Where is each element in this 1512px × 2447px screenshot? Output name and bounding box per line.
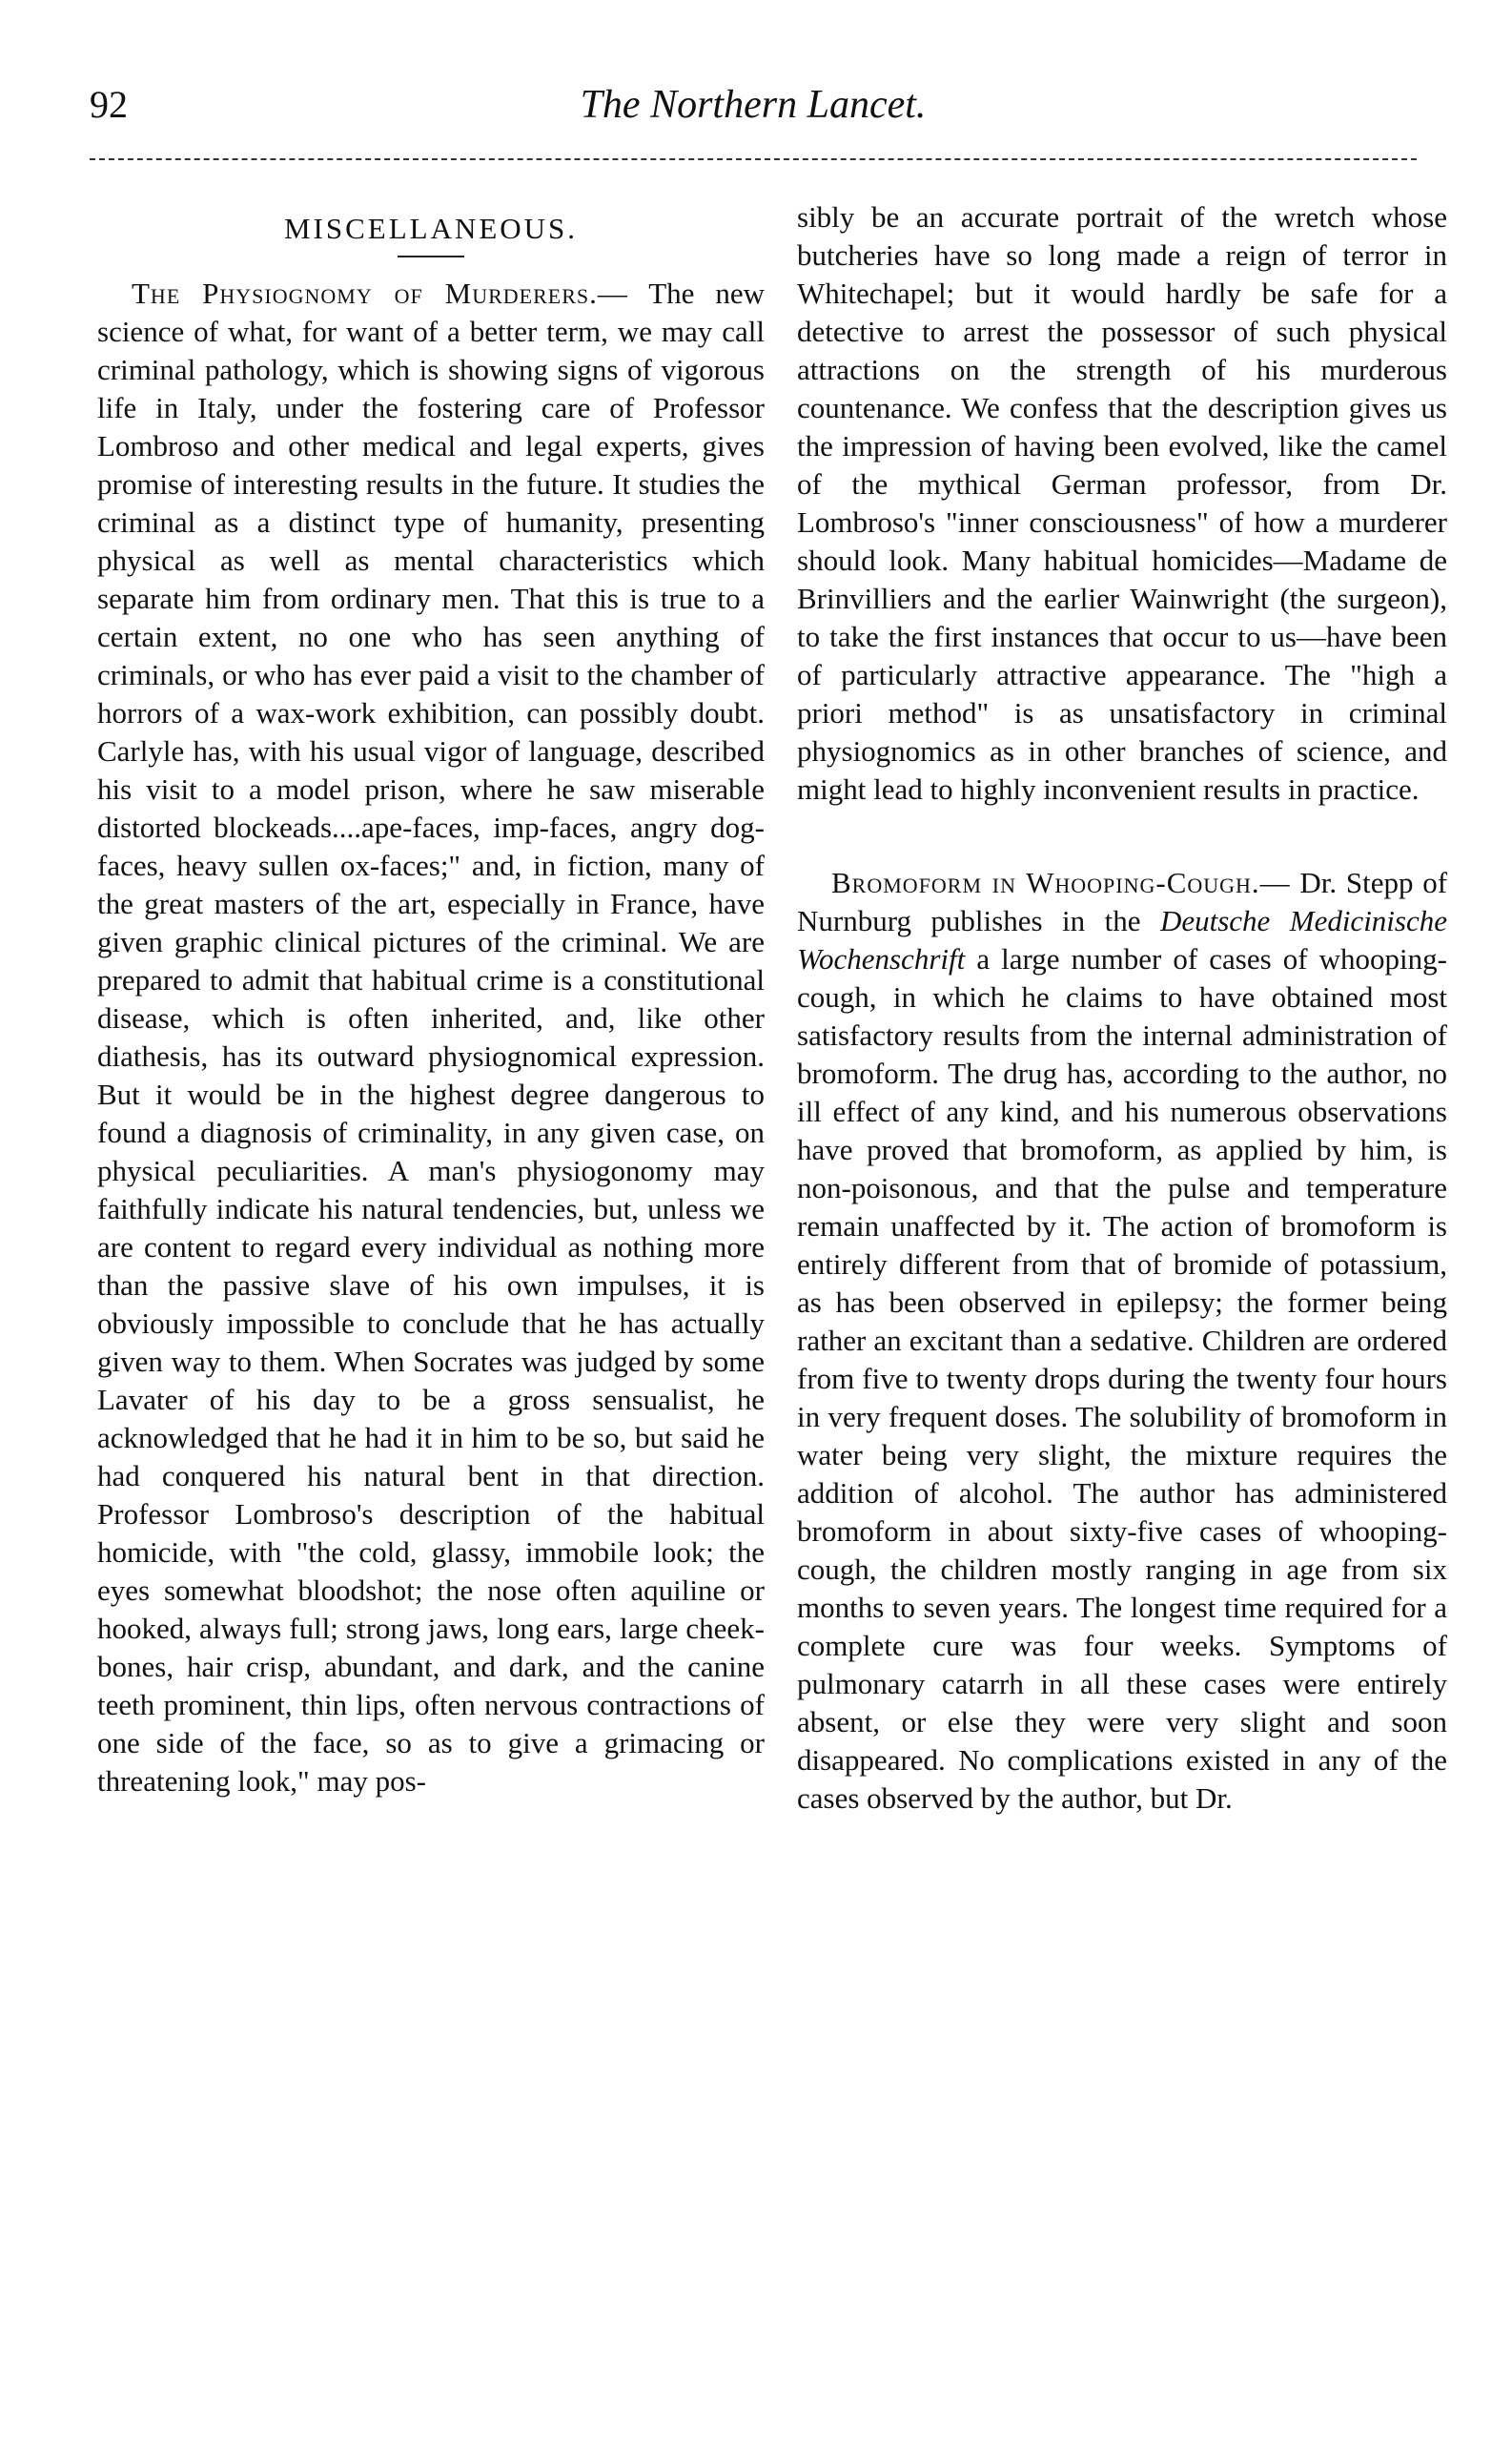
article-physiognomy-continuation: sibly be an accurate portrait of the wretch whose butcheries have so long made a reign of terror in Whitechapel; but it would hardly be safe for a detective to arrest the possessor of such physical attractions on the strength of his murderous countenance. We confess that the description gives us the impression of having been evolved, like the camel of the mythical German professor, from Dr. Lombroso's "inner consciousness" of how a murderer should look. Many habitual homicides—Madame de Brinvilliers and the earlier Wainwright (the surgeon), to take the first instances that occur to us—have been of particularly attractive appearance. The "high a priori method" is as unsatisfactory in criminal physiognomics as in other branches of science, and might lead to highly inconvenient results in practice. (797, 200, 1447, 806)
article-physiognomy-title: The Physiognomy of Murderers.— (132, 277, 628, 310)
article-bromoform-title: Bromoform in Whooping-Cough.— (831, 866, 1291, 899)
right-column (797, 198, 1447, 1818)
article-bromoform-intro: Dr. Stepp of Nurnburg publishes in the (797, 866, 1448, 937)
section-heading: MISCELLANEOUS. (283, 212, 579, 245)
running-head (90, 82, 1417, 139)
heading-divider (398, 256, 464, 257)
left-column (97, 198, 765, 1800)
article-physiognomy-paragraph (97, 275, 765, 1800)
article-physiognomy-body: The new science of what, for want of a better term, we may call criminal pathology, which is showing signs of vigorous life in Italy, under the fostering care of Professor Lombroso and other medical and legal experts, gives promise of interesting results in the future. It studies the criminal as a distinct type of humanity, presenting physical as well as mental characteristics which separate him from ordinary men. That this is true to a certain extent, no one who has seen anything of criminals, or who has ever paid a visit to the chamber of horrors of a wax-work exhibition, can possibly doubt. Carlyle has, with his usual vigor of language, described his visit to a model prison, where he saw miserable distorted blockeads....ape-faces, imp-faces, angry dog-faces, heavy sullen ox-faces;" and, in fiction, many of the great masters of the art, especially in France, have given graphic clinical pictures of the criminal. We are prepared to admit that habitual crime is a constitutional disease, which is often inherited, and, like other diathesis, has its outward physiognomical expression. But it would be in the highest degree dangerous to found a diagnosis of criminality, in any given case, on physical peculiarities. A man's physiogonomy may faithfully indicate his natural tendencies, but, unless we are content to regard every individual as nothing more than the passive slave of his own impulses, it is obviously impossible to conclude that he has actually given way to them. When Socrates was judged by some Lavater of his day to be a gross sensualist, he acknowledged that he had it in him to be so, but said he had conquered his natural bent in that direction. Professor Lombroso's description of the habitual homicide, with "the cold, glassy, immobile look; the eyes somewhat bloodshot; the nose often aquiline or hooked, always full; strong jaws, long ears, large cheek-bones, hair crisp, abundant, and dark, and the canine teeth prominent, thin lips, often nervous contractions of one side of the face, so as to give a grimacing or threatening look," may pos- (97, 277, 765, 1798)
article-separator (797, 809, 1447, 864)
header-divider (90, 158, 1417, 160)
publication-title: Deutsche Medicinische Wochenschrift (797, 904, 1448, 976)
article-bromoform-paragraph (797, 864, 1447, 1818)
page-number: 92 (90, 83, 128, 126)
journal-title: The Northern Lancet. (580, 83, 927, 127)
article-bromoform-body: a large number of cases of whooping-cough, in which he claims to have obtained most satisfactory results from the internal administration of bromoform. The drug has, according to the author, no ill effect of any kind, and his numerous observations have proved that bromoform, as applied by him, is non-poisonous, and that the pulse and temperature remain unaffected by it. The action of bromoform is entirely different from that of bromide of potassium, as has been observed in epilepsy; the former being rather an excitant than a sedative. Children are ordered from five to twenty drops during the twenty four hours in very frequent doses. The solubility of bromoform in water being very slight, the mixture requires the addition of alcohol. The author has administered bromoform in about sixty-five cases of whooping-cough, the children mostly ranging in age from six months to seven years. The longest time required for a complete cure was four weeks. Symptoms of pulmonary catarrh in all these cases were entirely absent, or else they were very slight and soon disappeared. No complications existed in any of the cases observed by the author, but Dr. (797, 942, 1447, 1815)
